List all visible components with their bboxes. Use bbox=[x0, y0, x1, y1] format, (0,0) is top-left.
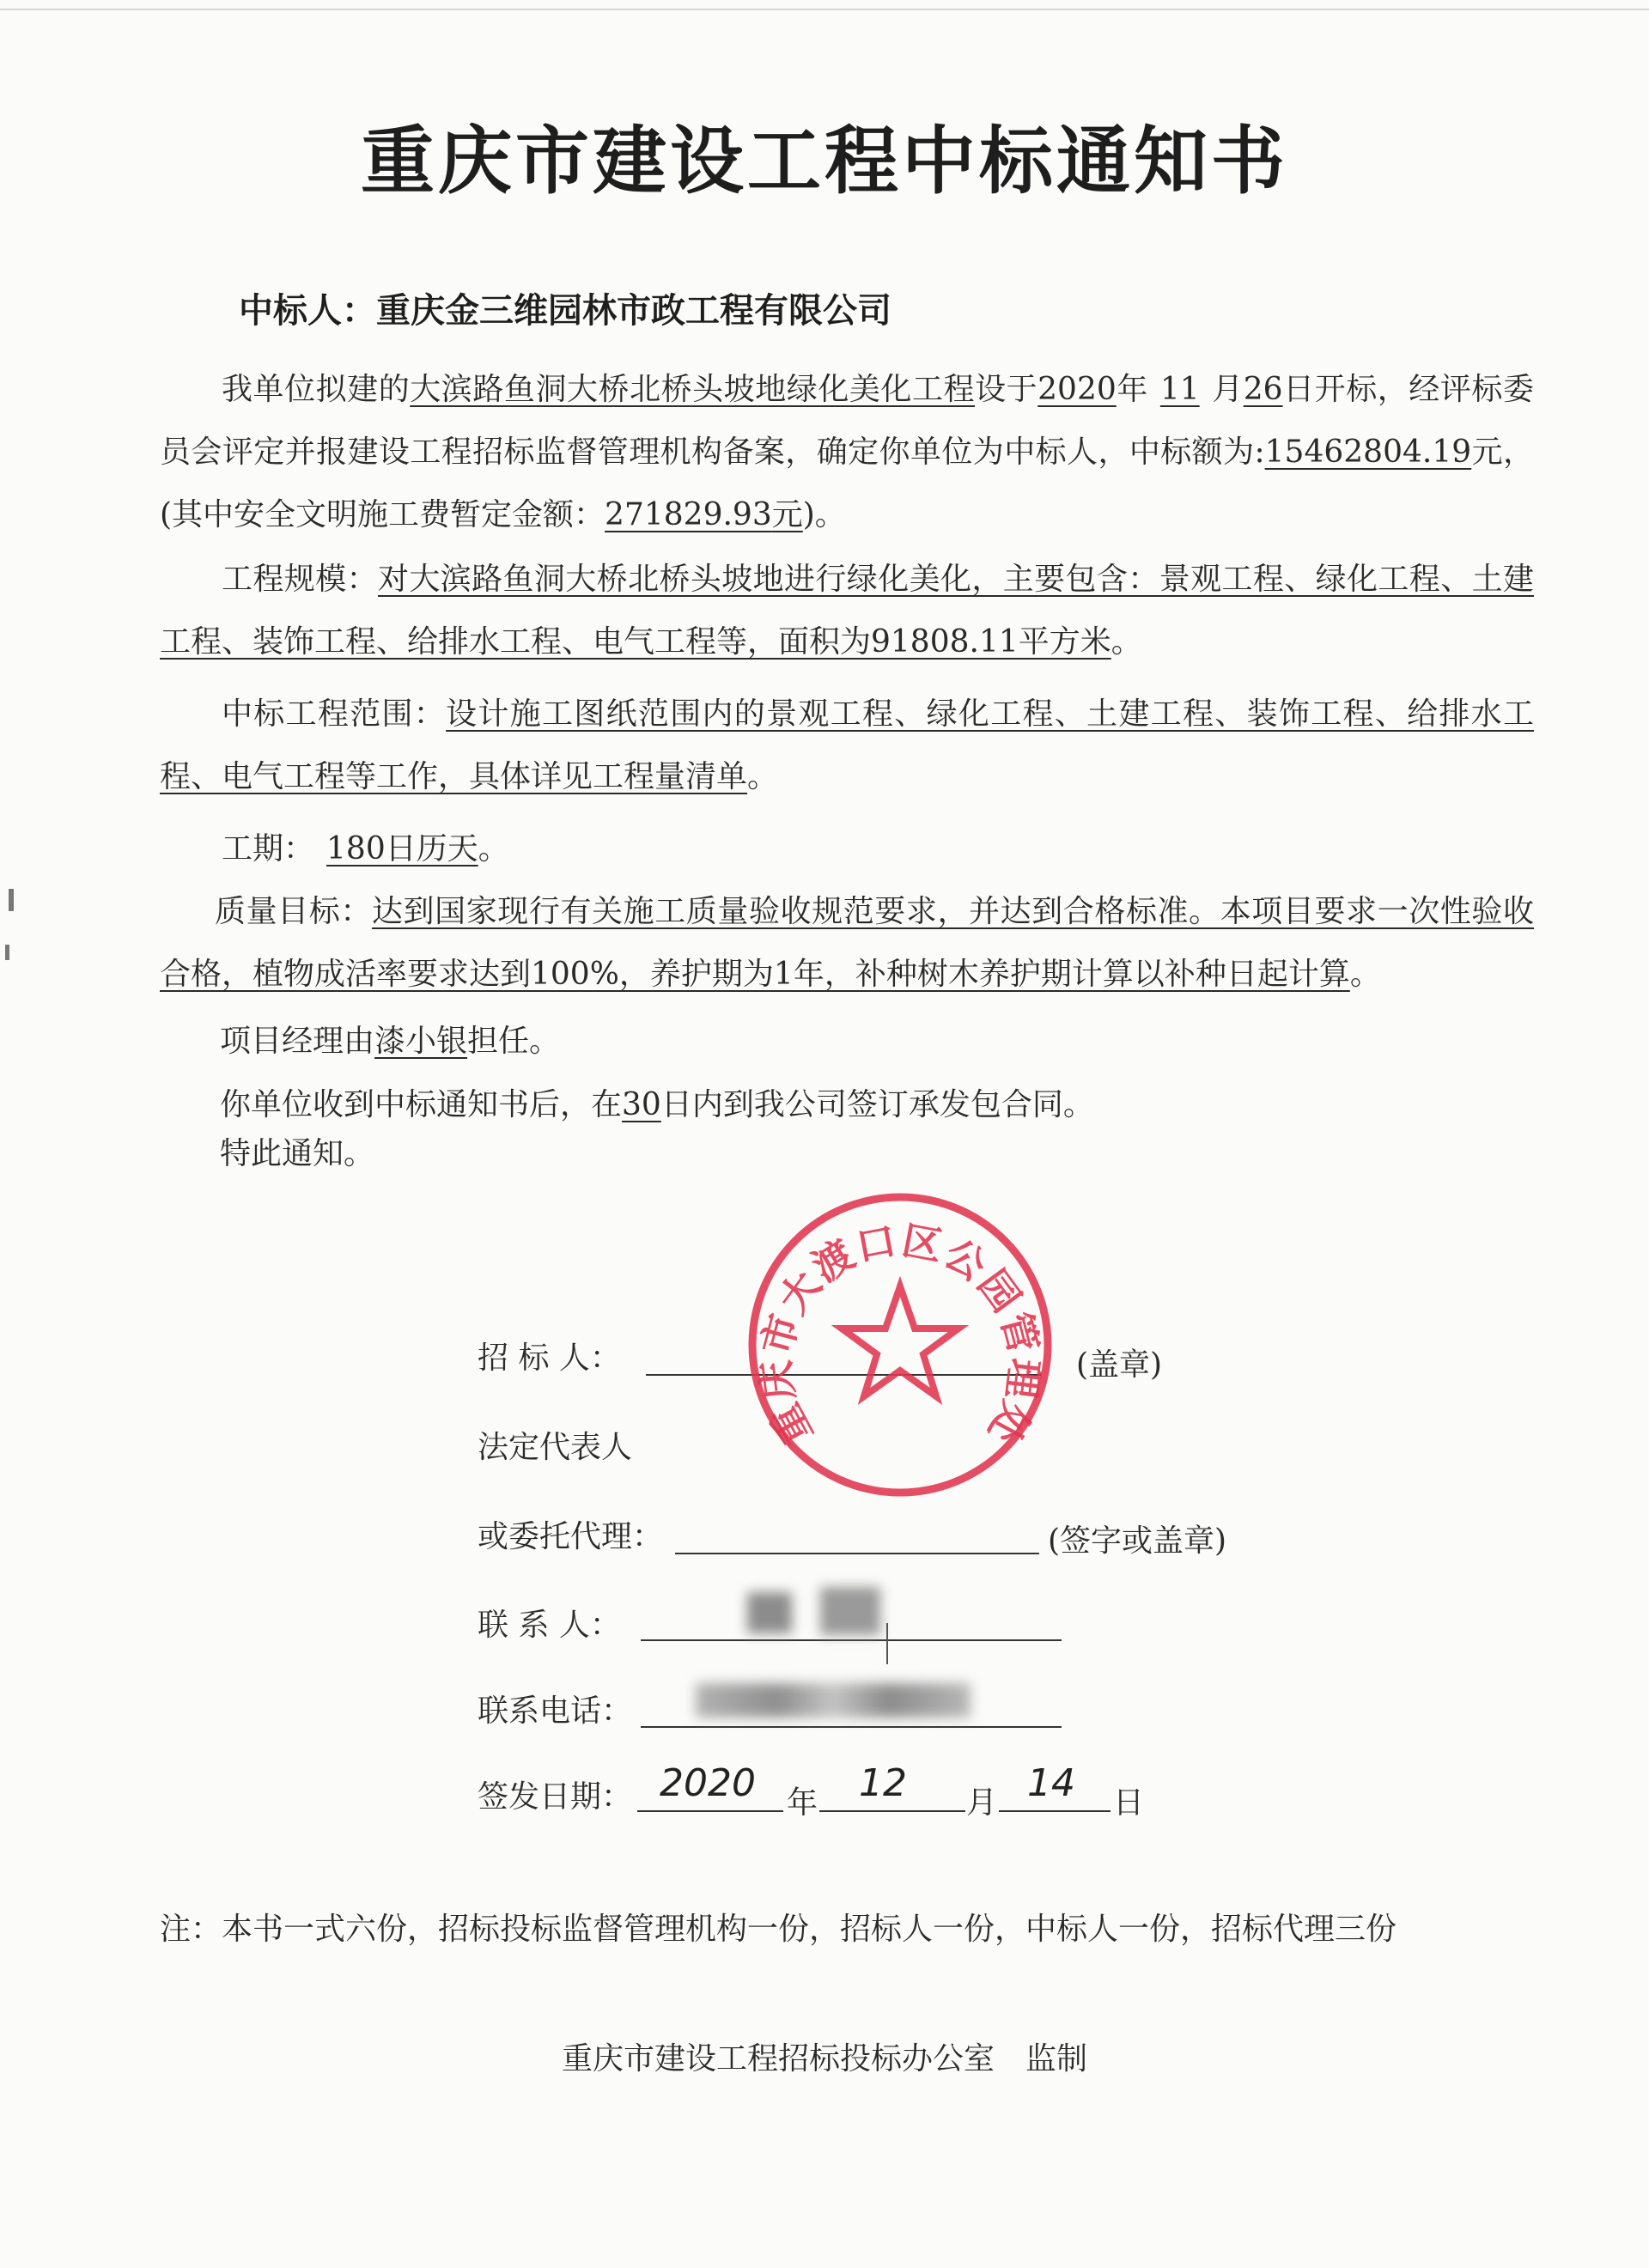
period-label: 工期： bbox=[222, 831, 315, 866]
intro-text: 元 bbox=[771, 497, 803, 532]
winner-name: 重庆金三维园林市政工程有限公司 bbox=[376, 291, 891, 331]
manager-name: 漆小银 bbox=[374, 1024, 468, 1059]
scale-value: 对大滨路鱼洞大桥北桥头坡地进行绿化美化，主要包含：景观工程、绿化工程、土建工程、装饰工程、给排水工程、电气工程等，面积为91808.11平方米 bbox=[160, 562, 1534, 660]
intro-text: 日开标，经评标委员会评定并报建设工程招标监督管理机构备案，确定你单位为中标人，中标额为: bbox=[160, 372, 1534, 470]
scope-paragraph bbox=[160, 683, 1534, 808]
intro-text: 我单位拟建的 bbox=[222, 372, 411, 407]
sign-suffix: (签字或盖章) bbox=[1048, 1523, 1227, 1559]
agent-label: 或委托代理： bbox=[478, 1519, 664, 1554]
open-year: 2020 bbox=[1037, 372, 1117, 407]
agent-line bbox=[675, 1553, 1039, 1554]
scope-label: 中标工程范围： bbox=[222, 696, 447, 732]
contract-line bbox=[220, 1080, 1094, 1124]
period-value: 180日历天 bbox=[326, 831, 478, 866]
date-label: 签发日期： bbox=[478, 1779, 633, 1815]
contract-text: 你单位收到中标通知书后，在 bbox=[220, 1087, 623, 1122]
manager-text: 担任。 bbox=[467, 1024, 561, 1059]
intro-text: )。 bbox=[802, 497, 846, 532]
scan-top-border bbox=[0, 9, 1649, 10]
redacted-contact-name bbox=[820, 1587, 880, 1635]
open-month: 11 bbox=[1159, 372, 1200, 407]
legal-rep-label: 法定代表人 bbox=[478, 1430, 633, 1465]
scale-label: 工程规模： bbox=[222, 562, 378, 597]
date-year-unit: 年 bbox=[787, 1785, 818, 1821]
intro-paragraph bbox=[160, 358, 1534, 546]
date-month-unit: 月 bbox=[966, 1785, 998, 1821]
quality-paragraph bbox=[160, 880, 1534, 1006]
pen-stroke bbox=[886, 1623, 888, 1664]
quality-label: 质量目标： bbox=[215, 894, 372, 929]
quality-value: 达到国家现行有关施工质量验收规范要求，并达到合格标准。本项目要求一次性验收合格，植物成活率要求达到100%，养护期为1年，补种树木养护期计算以补种日起计算 bbox=[160, 894, 1534, 992]
footnote: 注：本书一式六份，招标投标监督管理机构一份，招标人一份，中标人一份，招标代理三份 bbox=[160, 1912, 1397, 1947]
seal-text: 重庆市大渡口区公园管理处 bbox=[751, 1216, 1049, 1453]
manager-text: 项目经理由 bbox=[220, 1024, 375, 1059]
date-month-line bbox=[819, 1810, 965, 1812]
date-day-unit: 日 bbox=[1113, 1785, 1145, 1821]
date-year-line bbox=[637, 1810, 783, 1812]
scan-edge-mark bbox=[5, 945, 9, 960]
winner-line bbox=[239, 283, 891, 332]
seal-star-icon bbox=[842, 1286, 958, 1396]
bid-amount: 15462804.19 bbox=[1264, 435, 1472, 470]
scope-end: 。 bbox=[747, 759, 779, 794]
notice-line: 特此通知。 bbox=[220, 1136, 375, 1171]
date-day-handwritten: 14 bbox=[1027, 1761, 1075, 1805]
safety-fee: 271829.93 bbox=[605, 497, 772, 532]
contract-text: 日内到我公司签订承发包合同。 bbox=[660, 1087, 1094, 1122]
seal-suffix: (盖章) bbox=[1076, 1347, 1163, 1383]
manager-line bbox=[220, 1017, 560, 1061]
intro-text: 设于 bbox=[975, 372, 1038, 407]
phone-label: 联系电话： bbox=[478, 1693, 633, 1729]
date-year-handwritten: 2020 bbox=[660, 1761, 756, 1805]
winner-label: 中标人： bbox=[239, 291, 376, 331]
intro-text: 月 bbox=[1211, 372, 1244, 407]
contact-line bbox=[641, 1639, 1062, 1641]
official-seal bbox=[744, 1189, 1056, 1501]
scale-paragraph bbox=[160, 548, 1534, 673]
date-month-handwritten: 12 bbox=[859, 1761, 907, 1805]
quality-end: 。 bbox=[1349, 957, 1381, 992]
redacted-contact-name bbox=[747, 1592, 792, 1633]
intro-text: 元，(其中安全文明施工费暂定金额： bbox=[160, 435, 1534, 532]
scale-end: 。 bbox=[1110, 624, 1142, 660]
tenderer-label: 招 标 人： bbox=[478, 1341, 621, 1376]
contract-days: 30 bbox=[622, 1087, 661, 1122]
date-day-line bbox=[999, 1810, 1110, 1812]
project-name: 大滨路鱼洞大桥北桥头坡地绿化美化工程 bbox=[410, 372, 976, 407]
phone-line bbox=[641, 1726, 1062, 1728]
issuer-footer: 重庆市建设工程招标投标办公室 监制 bbox=[561, 2041, 1087, 2076]
document-title: 重庆市建设工程中标通知书 bbox=[361, 119, 1288, 204]
period-paragraph bbox=[160, 818, 1534, 880]
intro-text: 年 bbox=[1116, 372, 1148, 407]
redacted-phone bbox=[696, 1683, 971, 1718]
scope-value: 设计施工图纸范围内的景观工程、绿化工程、土建工程、装饰工程、给排水工程、电气工程等工作，具体详见工程量清单 bbox=[160, 696, 1534, 794]
period-end: 。 bbox=[478, 831, 509, 866]
scan-edge-mark bbox=[9, 889, 14, 911]
contact-label: 联 系 人： bbox=[478, 1608, 621, 1643]
open-day: 26 bbox=[1243, 372, 1283, 407]
